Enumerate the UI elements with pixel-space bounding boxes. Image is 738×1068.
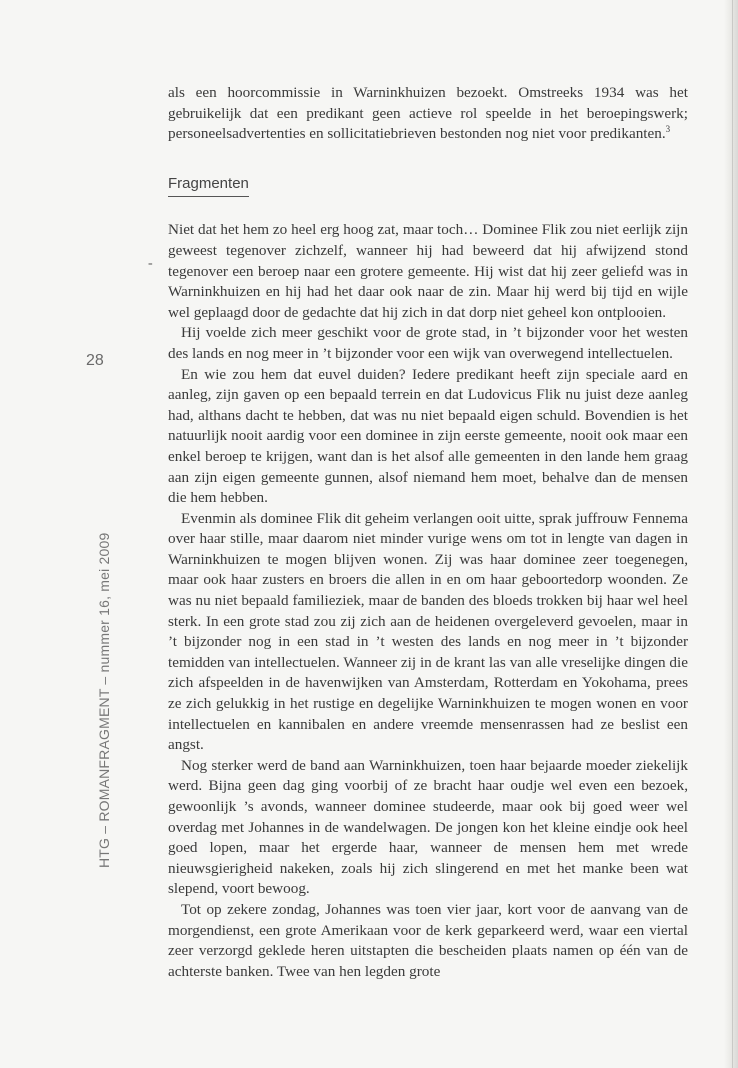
paragraph-1: Niet dat het hem zo heel erg hoog zat, maar toch… Dominee Flik zou niet eerlijk zijn geweest tegenover zichzelf, wanneer hij had beweerd dat hij afwijzend stond tegenover een beroep naar een grotere gemeente. Hij wist dat hij zeer geliefd was in Warninkhuizen en hij had het daar ook naar de zin. Maar hij werd bij tijd en wijle wel geplaagd door de gedachte dat hij zich in dat dorp niet geheel kon ontplooien. <box>168 221 688 321</box>
intro-paragraph <box>168 83 688 145</box>
text-column <box>168 83 688 982</box>
intro-text: als een hoorcommissie in Warninkhuizen bezoekt. Omstreeks 1934 was het gebruikelijk dat een predikant geen actieve rol speelde in het beroepingswerk; personeelsadvertenties en sollicitatiebrieven bestonden nog niet voor predikanten. <box>168 84 688 143</box>
page-number: 28 <box>86 352 104 369</box>
paragraph-6: Tot op zekere zondag, Johannes was toen vier jaar, kort voor de aanvang van de morgendienst, een grote Amerikaan voor de kerk geparkeerd werd, waar een viertal zeer verzorgd geklede heren uitstapten die bescheiden plaats namen op één van de achterste banken. Twee van hen legden grote <box>168 900 688 980</box>
section-heading <box>168 174 688 198</box>
margin-mark: - <box>148 256 153 271</box>
paragraph-3: En wie zou hem dat euvel duiden? Iedere predikant heeft zijn speciale aard en aanleg, zijn gaven op een bepaald terrein en dat Ludovicus Flik nu juist deze aanleg had, althans dacht te hebben, dat was nu niet bepaald eigen schuld. Bovendien is het natuurlijk nooit aardig voor een dominee in zijn eerste gemeente, nooit ook maar een enkel beroep te krijgen, want dan is het alsof alle gemeenten in den lande hem graag aan zijn eigen gemeente gunnen, alsof niemand hem moet, behalve dan de mensen die hem hebben. <box>168 365 688 507</box>
section-heading-text: Fragmenten <box>168 174 249 198</box>
paragraph-5: Nog sterker werd de band aan Warninkhuizen, toen haar bejaarde moeder ziekelijk werd. Bijna geen dag ging voorbij of ze bracht haar oudje wel even een bezoek, gewoonlijk ’s avonds, wanneer dominee studeerde, maar ook bij goed weer wel overdag met Johannes in de wandelwagen. De jongen kon het kleine eindje ook heel goed lopen, maar het ergerde haar, wanneer de mensen hem met wrede nieuwsgierigheid nakeken, zoals hij zich slingerend en met het manke been wat slepend, voort bewoog. <box>168 756 688 898</box>
footnote-ref: 3 <box>665 124 671 135</box>
page-edge-shadow <box>724 0 738 1068</box>
running-head: HTG – ROMANFRAGMENT – nummer 16, mei 2009 <box>96 532 112 868</box>
paragraph-2: Hij voelde zich meer geschikt voor de grote stad, in ’t bijzonder voor het westen des lands en nog meer in ’t bijzonder voor een wijk van overwegend intellectuelen. <box>168 324 688 362</box>
paragraph-4: Evenmin als dominee Flik dit geheim verlangen ooit uitte, sprak juffrouw Fennema over haar stille, maar daarom niet minder vurige wens om tot in lengte van dagen in Warninkhuizen te mogen blijven wonen. Zij was haar dominee zeer toegenegen, maar ook haar zusters en broers die allen in en om haar geboortedorp woonden. Ze was nu niet bepaald familieziek, maar de banden des bloeds trokken bij haar wel heel sterk. In een grote stad zou zij zich aan de heidenen overgeleverd gevoelen, maar in ’t bijzonder nog in een stad in ’t westen des lands en nog meer in ’t bijzonder temidden van intellectuelen. Wanneer zij in de krant las van alle vreselijke dingen die zich afspeelden in de havenwijken van Amsterdam, Rotterdam en Yokohama, prees ze zich gelukkig in het rustige en degelijke Warninkhuizen te mogen wonen en voor intellectuelen en kannibalen en andere vreemde mensenrassen had ze beslist een angst. <box>168 509 688 754</box>
page-edge-line <box>732 0 733 1068</box>
